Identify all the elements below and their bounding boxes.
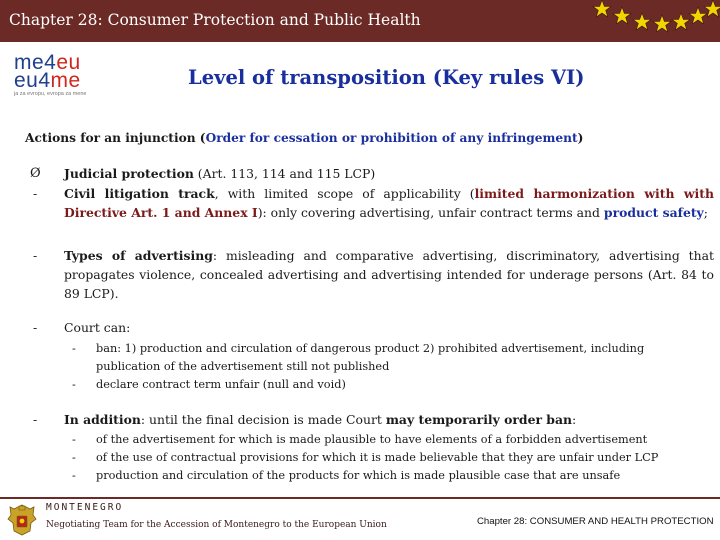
footer-country: MONTENEGRO — [46, 502, 124, 513]
court-sub-item-ban: ban: 1) production and circulation of dangerous product 2) prohibited advertisement, including publication of the advertisement still not published — [96, 342, 645, 373]
slide-title: Level of transposition (Key rules VI) — [188, 66, 585, 89]
sub-dash-bullet: - — [72, 451, 76, 464]
types-of-advertising-item: Types of advertising: misleading and comparative advertising, discriminatory, advertising that propagates violence, concealed advertising and advertising intended for underage persons (Art. 84 to 89 LCP). — [64, 248, 714, 301]
court-can-item: Court can: — [64, 320, 131, 335]
dash-bullet: - — [33, 320, 38, 335]
sub-dash-bullet: - — [72, 433, 76, 446]
sub-dash-bullet: - — [72, 342, 76, 355]
dash-bullet: - — [33, 248, 38, 263]
in-addition-item: In addition: until the final decision is made Court may temporarily order ban: — [64, 412, 577, 427]
court-sub-item-declare: declare contract term unfair (null and void) — [96, 378, 346, 391]
header-title: Chapter 28: Consumer Protection and Public Health — [9, 11, 421, 29]
logo-tagline: ja za evropu, evropa za mene — [14, 91, 87, 97]
judicial-protection-item: Judicial protection (Art. 113, 114 and 115 LCP) — [64, 166, 376, 181]
addition-sub-item-advertisement: of the advertisement for which is made plausible to have elements of a forbidden advertisement — [96, 433, 648, 446]
arrow-bullet-icon: Ø — [30, 166, 41, 181]
montenegro-crest-icon — [6, 503, 38, 537]
footer-divider — [0, 497, 720, 499]
logo-line-1: me4eu — [14, 51, 81, 74]
sub-dash-bullet: - — [72, 469, 76, 482]
addition-sub-item-contract: of the use of contractual provisions for which it is made believable that they are unfair under LCP — [96, 451, 659, 464]
section-subtitle: Actions for an injunction (Order for cessation or prohibition of any infringement) — [25, 131, 584, 145]
dash-bullet: - — [33, 186, 38, 201]
sub-dash-bullet: - — [72, 378, 76, 391]
dash-bullet: - — [33, 412, 38, 427]
logo-line-2: eu4me — [14, 69, 81, 92]
footer-team: Negotiating Team for the Accession of Montenegro to the European Union — [46, 520, 387, 530]
header-bar — [0, 0, 720, 42]
footer-chapter: Chapter 28: CONSUMER AND HEALTH PROTECTION — [477, 516, 714, 527]
me4eu-logo — [14, 51, 114, 100]
civil-litigation-item: Civil litigation track, with limited scope of applicability (limited harmonization with with Directive Art. 1 and Annex I): only covering advertising, unfair contract terms and product safety; — [64, 186, 715, 220]
addition-sub-item-products: production and circulation of the products for which is made plausible case that are unsafe — [96, 469, 621, 482]
eu-stars-icon — [590, 0, 720, 42]
